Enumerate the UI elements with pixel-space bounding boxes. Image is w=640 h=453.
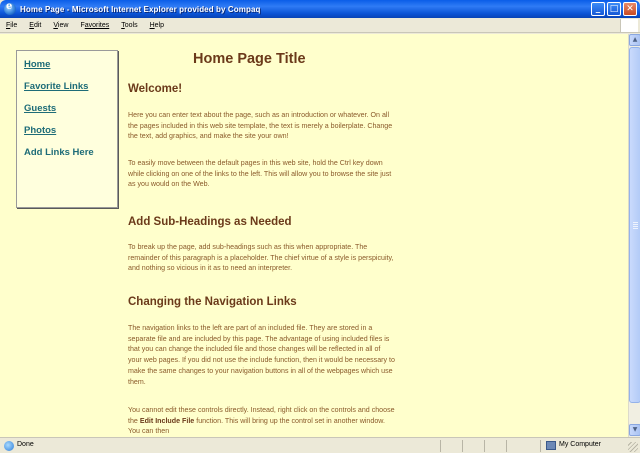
welcome-paragraph-2: To easily move between the default pages in this web site, hold the Ctrl key down while clicking on one of the links to the left. This will allow you to browse the site just as you would on the Web. (128, 159, 392, 189)
windows-logo-icon (620, 19, 638, 32)
edit-include-file-text: Edit Include File (139, 416, 195, 425)
menu-edit[interactable]: Edit (29, 21, 42, 29)
window-controls (591, 2, 637, 16)
page-done-icon (4, 441, 14, 451)
resize-grip[interactable] (628, 442, 638, 452)
menu-tools[interactable]: Tools (121, 21, 138, 29)
menu-help[interactable]: Help (149, 21, 164, 29)
window-title: Home Page - Microsoft Internet Explorer provided by Compaq (20, 4, 261, 14)
menu-file[interactable]: File (6, 21, 18, 29)
welcome-heading: Welcome! (128, 83, 183, 95)
nav-add-links-here: Add Links Here (24, 147, 94, 158)
minimize-button[interactable]: _ (591, 2, 605, 16)
subheadings-paragraph: To break up the page, add sub-headings such as this when appropriate. The remainder of this paragraph is a placeholder. The chief virtue of a style is perspicuity, and nothing so vicious in it as to need an interpreter. (128, 243, 394, 273)
menu-bar (0, 18, 640, 33)
status-text: Done (17, 441, 34, 448)
scroll-down-button[interactable]: ▼ (629, 424, 640, 436)
menu-view[interactable]: View (53, 21, 69, 29)
scroll-thumb[interactable] (629, 47, 640, 403)
vertical-scrollbar[interactable] (628, 34, 640, 437)
subheadings-heading: Add Sub-Headings as Needed (128, 216, 292, 228)
page-viewport (0, 34, 628, 437)
nav-link-home[interactable]: Home (24, 59, 51, 70)
navigation-heading: Changing the Navigation Links (128, 296, 297, 308)
scroll-up-button[interactable]: ▲ (629, 34, 640, 46)
navigation-paragraph-1: The navigation links to the left are part of an included file. They are stored in a separate file and are included by this page. The advantage of using included files is that you can change the included file and those changes will be reflected in all of your web pages. If you did not use the include function, then it would be necessary to make the same changes to your navigation buttons in all of the webpages which use them. (128, 324, 395, 386)
security-zone: My Computer (559, 441, 602, 448)
computer-icon (546, 441, 556, 450)
title-bar[interactable] (0, 0, 640, 18)
status-bar (0, 437, 640, 453)
nav-link-favorite-links[interactable]: Favorite Links (24, 81, 89, 92)
close-button[interactable]: ✕ (623, 2, 637, 16)
navigation-paragraph-2: You cannot edit these controls directly. Instead, right click on the controls and choose the Edit Include File function. This will bring up the control set in another window. You can then (128, 406, 395, 436)
navigation-box (16, 50, 118, 208)
menu-favorites[interactable]: Favorites (80, 21, 110, 29)
welcome-paragraph-1: Here you can enter text about the page, such as an introduction or whatever. On all the pages included in this web site template, the text is merely a boilerplate. Change the text, add graphics, and make the site your own! (128, 111, 393, 141)
maximize-button[interactable]: □ (607, 2, 621, 16)
page-title: Home Page Title (193, 51, 306, 67)
nav-link-photos[interactable]: Photos (24, 125, 57, 136)
ie-icon (4, 3, 16, 15)
nav-link-guests[interactable]: Guests (24, 103, 57, 114)
